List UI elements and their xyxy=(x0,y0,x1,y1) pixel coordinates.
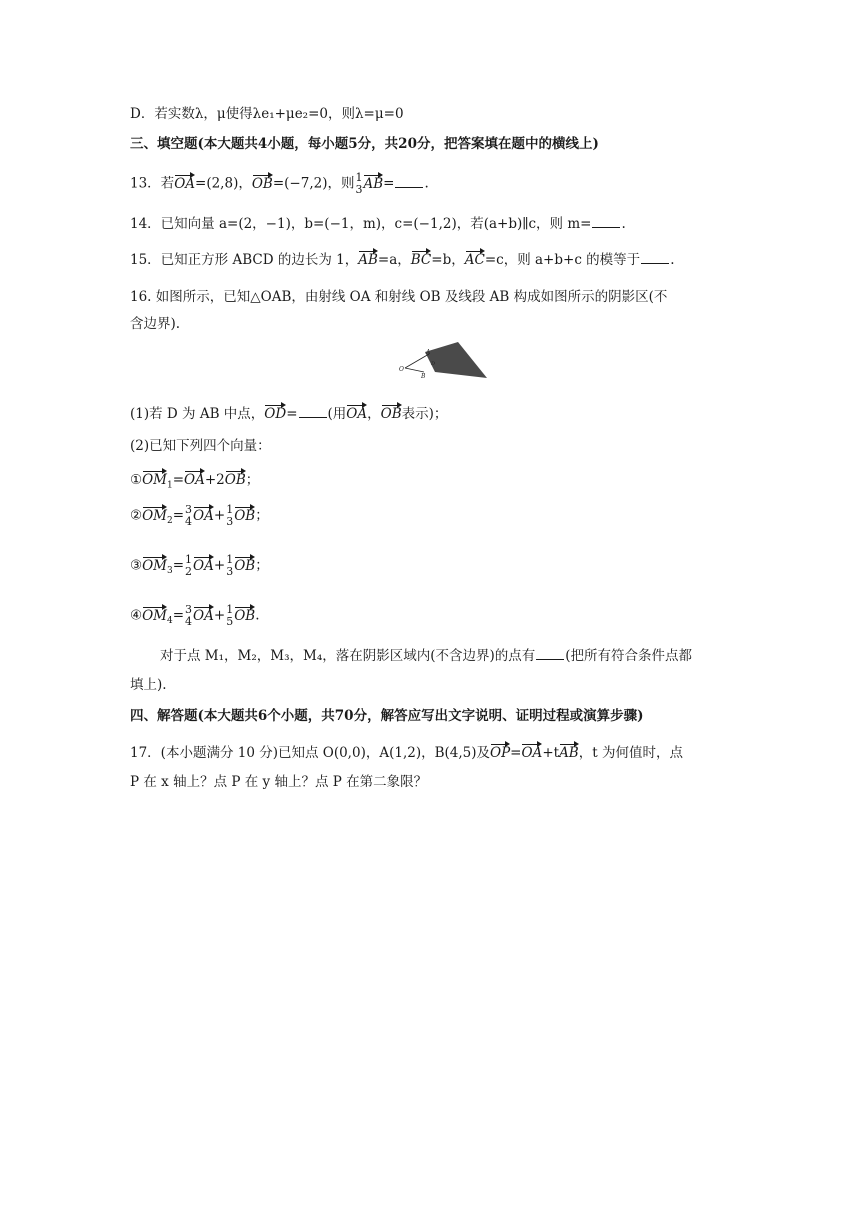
question-17: 17．(本小题满分 10 分)已知点 O(0,0)，A(1,2)，B(4,5)及OP=OA+tAB，t 为何值时，点 xyxy=(130,745,683,761)
question-16-part-3-cont: 填上). xyxy=(130,677,167,693)
shaded-region xyxy=(425,342,487,378)
question-16-part-2: (2)已知下列四个向量： xyxy=(130,438,271,454)
vector-item-2: $②OM_2=$ 3 4 OA+ 1 3 OB； xyxy=(130,503,269,528)
question-13: 13．若OA=(2,8)，OB=(−7,2)，则 1 3 AB= . xyxy=(130,171,429,196)
question-14: 14．已知向量 a=(2，−1)，b=(−1，m)，c=(−1,2)，若(a+b)∥c，则 m= . xyxy=(130,216,626,232)
answer-blank xyxy=(536,646,564,660)
vector-item-1: $①OM_1=OA+2OB$； xyxy=(130,472,260,491)
label-o: O xyxy=(399,366,404,373)
question-16-part-1: (1)若 D 为 AB 中点，OD= (用OA，OB表示)； xyxy=(130,406,448,422)
option-d: D．若实数λ，μ使得λe₁+μe₂=0，则λ=μ=0 xyxy=(130,106,404,122)
question-16-line-2: 含边界). xyxy=(130,316,181,332)
answer-blank xyxy=(641,250,669,264)
answer-blank xyxy=(299,404,327,418)
question-15: 15．已知正方形 ABCD 的边长为 1，AB=a，BC=b，AC=c，则 a+b+c 的模等于 . xyxy=(130,252,675,268)
vector-oa: OA xyxy=(174,175,196,192)
question-17-line-2: P 在 x 轴上？点 P 在 y 轴上？点 P 在第二象限？ xyxy=(130,774,428,790)
ray-ob xyxy=(405,368,424,372)
vector-item-4: $④OM_4=$ 3 4 OA+ 1 5 OB. xyxy=(130,603,260,628)
shaded-region-figure xyxy=(395,338,490,383)
answer-blank xyxy=(592,214,620,228)
label-a: A xyxy=(426,349,431,356)
question-16-part-3: 对于点 M₁，M₂，M₃，M₄，落在阴影区域内(不含边界)的点有 (把所有符合条件点都 xyxy=(160,648,693,664)
fraction: 1 3 xyxy=(355,171,363,196)
section-4-heading: 四、解答题(本大题共6个小题，共70分，解答应写出文字说明、证明过程或演算步骤) xyxy=(130,708,644,724)
question-16-line-1: 16. 如图所示，已知△OAB，由射线 OA 和射线 OB 及线段 AB 构成如图所示的阴影区(不 xyxy=(130,289,668,305)
vector-ob: OB xyxy=(251,175,273,192)
vector-ab: AB xyxy=(363,175,384,192)
label-d: D xyxy=(431,361,436,367)
ray-oa xyxy=(405,354,429,368)
vector-item-3: $③OM_3=$ 1 2 OA+ 1 3 OB； xyxy=(130,553,269,578)
section-3-heading: 三、填空题(本大题共4小题，每小题5分，共20分，把答案填在题中的横线上) xyxy=(130,136,599,152)
answer-blank xyxy=(395,174,423,188)
label-b: B xyxy=(421,373,426,380)
